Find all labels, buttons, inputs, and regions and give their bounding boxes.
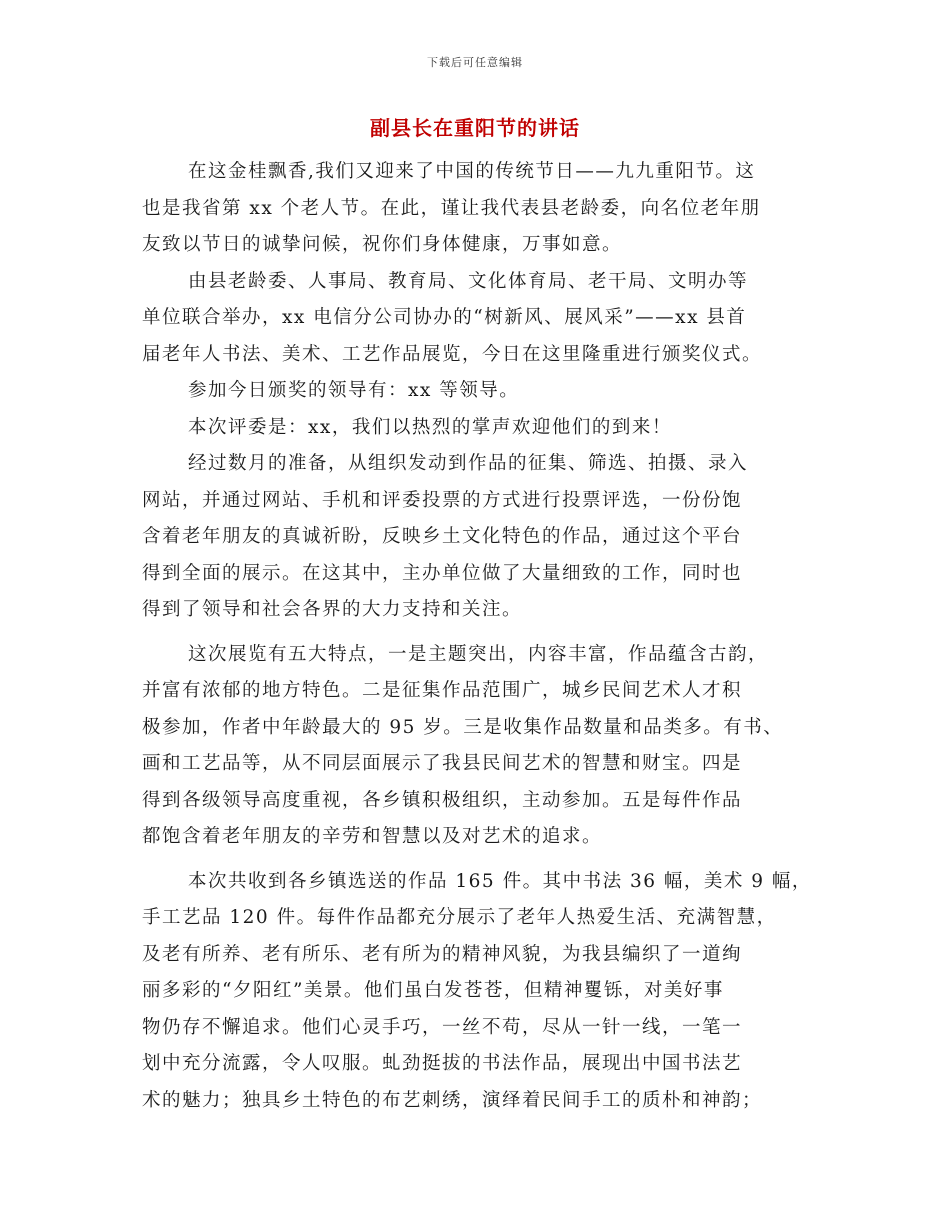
paragraph-line: 网站，并通过网站、手机和评委投票的方式进行投票评选，一份份饱 <box>142 489 743 511</box>
paragraph-line: 都饱含着老年朋友的辛劳和智慧以及对艺术的追求。 <box>142 826 603 847</box>
header-note: 下载后可任意编辑 <box>427 56 523 69</box>
paragraph-line: 术的魅力；独具乡土特色的布艺刺绣，演绎着民间手工的质朴和神韵； <box>142 1089 763 1111</box>
paragraph-line: 及老有所养、老有所乐、老有所为的精神风貌，为我县编织了一道绚 <box>142 943 743 965</box>
paragraph-line: 届老年人书法、美术、工艺作品展览，今日在这里隆重进行颁奖仪式。 <box>142 343 763 365</box>
paragraph-line: 友致以节日的诚挚问候，祝你们身体健康，万事如意。 <box>142 234 623 255</box>
paragraph-line: 在这金桂飘香,我们又迎来了中国的传统节日——九九重阳节。这 <box>188 161 756 182</box>
paragraph-line: 得到各级领导高度重视，各乡镇积极组织，主动参加。五是每件作品 <box>142 789 743 811</box>
paragraph-line: 得到全面的展示。在这其中，主办单位做了大量细致的工作，同时也 <box>142 562 743 584</box>
paragraph <box>142 264 812 374</box>
paragraph <box>142 446 812 629</box>
paragraph-line: 并富有浓郁的地方特色。二是征集作品范围广，城乡民间艺术人才积 <box>142 680 743 701</box>
paragraph-line: 由县老龄委、人事局、教育局、文化体育局、老干局、文明办等 <box>188 270 749 292</box>
paragraph-line: 画和工艺品等，从不同层面展示了我县民间艺术的智慧和财宝。四是 <box>142 753 743 774</box>
paragraph-line: 这次展览有五大特点，一是主题突出，内容丰富，作品蕴含古韵， <box>188 643 769 665</box>
paragraph-line: 物仍存不懈追求。他们心灵手巧，一丝不苟，尽从一针一线，一笔一 <box>142 1016 743 1038</box>
document-body <box>142 154 812 1119</box>
paragraph-line: 经过数月的准备，从组织发动到作品的征集、筛选、拍摄、录入 <box>188 453 749 474</box>
paragraph-line: 丽多彩的“夕阳红”美景。他们虽白发苍苍，但精神矍铄，对美好事 <box>142 980 724 1001</box>
paragraph-line: 参加今日颁奖的领导有：xx 等领导。 <box>188 380 520 401</box>
paragraph <box>142 864 812 1120</box>
paragraph-line: 得到了领导和社会各界的大力支持和关注。 <box>142 599 523 620</box>
paragraph <box>142 154 812 264</box>
paragraph <box>142 637 812 856</box>
paragraph-line: 手工艺品 120 件。每件作品都充分展示了老年人热爱生活、充满智慧， <box>142 907 777 928</box>
paragraph-line: 单位联合举办，xx 电信分公司协办的“树新风、展风采”——xx 县首 <box>142 307 747 328</box>
paragraph-line: 含着老年朋友的真诚祈盼，反映乡土文化特色的作品，通过这个平台 <box>142 526 743 547</box>
paragraph-line: 划中充分流露，令人叹服。虬劲挺拔的书法作品，展现出中国书法艺 <box>142 1053 743 1074</box>
paragraph-line: 本次评委是：xx，我们以热烈的掌声欢迎他们的到来！ <box>188 416 672 438</box>
document-title: 副县长在重阳节的讲话 <box>370 116 580 140</box>
paragraph-line: 本次共收到各乡镇选送的作品 165 件。其中书法 36 幅，美术 9 幅， <box>188 870 812 892</box>
paragraph-line: 极参加，作者中年龄最大的 95 岁。三是收集作品数量和品类多。有书、 <box>142 716 784 738</box>
paragraph <box>142 373 812 410</box>
paragraph-line: 也是我省第 xx 个老人节。在此，谨让我代表县老龄委，向名位老年朋 <box>142 197 761 219</box>
paragraph <box>142 410 812 447</box>
